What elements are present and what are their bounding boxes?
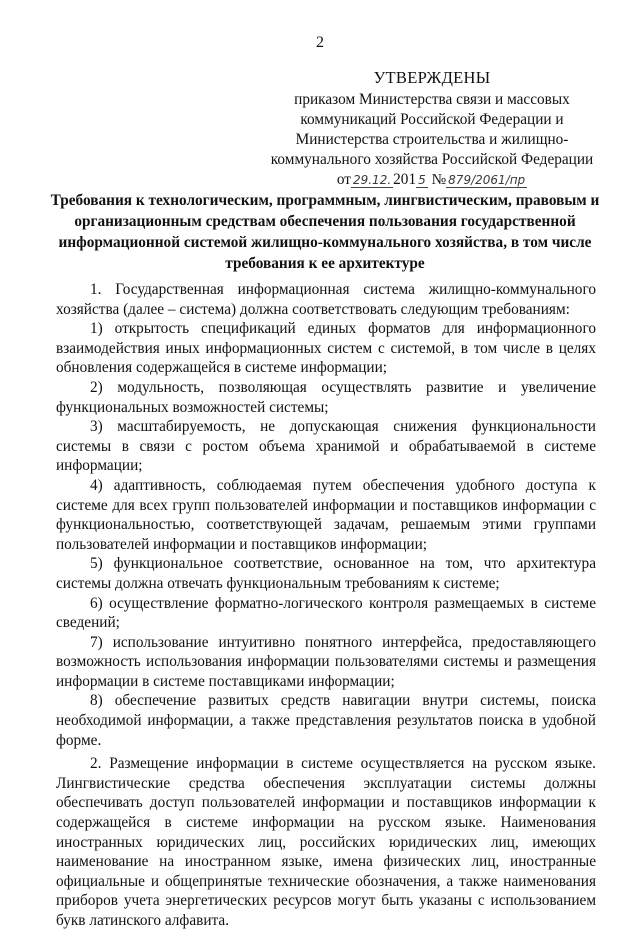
approval-date-line: [262, 170, 602, 190]
handwritten-year: 5: [418, 173, 426, 187]
document-body: [56, 280, 596, 931]
document-title: Требования к технологическим, программным, лингвистическим, правовым и организационным средствам обеспечения пользования государственной информационной системой жилищно-коммунального хозяйства, в том числе требования к ее архитектуре: [50, 192, 600, 272]
page-number: 2: [316, 34, 324, 51]
number-prefix: №: [431, 171, 447, 188]
approval-line: приказом Министерства связи и массовых: [294, 91, 570, 108]
approval-heading: УТВЕРЖДЕНЫ: [373, 68, 491, 87]
approval-line: коммунального хозяйства Российской Федерации: [270, 151, 594, 168]
list-item: 6) осуществление форматно-логического контроля размещаемых в системе сведений;: [56, 594, 596, 632]
list-item: 4) адаптивность, соблюдаемая путем обеспечения удобного доступа к системе для всех групп пользователей информации и поставщиков информации с функциональностью, соответствующей задачам, решаемым этими группами пользователей информации и поставщиков информации;: [56, 476, 596, 553]
list-item: 8) обеспечение развитых средств навигации внутри системы, поиска необходимой информации, а также представления результатов поиска в удобной форме.: [56, 692, 596, 749]
paragraph: 2. Размещение информации в системе осуществляется на русском языке. Лингвистические средства обеспечения эксплуатации системы должны обеспечивать доступ пользователей информации и поставщиков информации к содержащейся в системе информации на русском языке. Наименования иностранных юридических лиц, российских юридических лиц, имеющих наименование на иностранном языке, имена физических лиц, иностранные официальные и общепринятые технические обозначения, а также наименования приборов учета энергетических ресурсов могут быть указаны с использованием букв латинского алфавита.: [56, 755, 596, 929]
handwritten-order-number: 879/2061/пр: [448, 173, 526, 187]
list-item: 5) функциональное соответствие, основанное на том, что архитектура системы должна отвечать функциональным требованиям к системе;: [56, 555, 596, 592]
date-prefix: от: [336, 171, 351, 188]
list-item: 1) открытость спецификаций единых форматов для информационного взаимодействия иных информационных систем с системой, в том числе в целях обновления содержащейся в системе информации;: [56, 320, 596, 377]
list-item: 2) модульность, позволяющая осуществлять развитие и увеличение функциональных возможностей системы;: [56, 378, 596, 416]
list-item: 7) использование интуитивно понятного интерфейса, предоставляющего возможность использования информации пользователями системы и размещения информации в системе поставщиками информации;: [56, 633, 596, 690]
list-item: 3) масштабируемость, не допускающая снижения функциональности системы в связи с ростом объема хранимой и обрабатываемой в системе информации;: [56, 418, 596, 475]
year-printed: 201: [393, 171, 417, 188]
handwritten-date: 29.12.: [352, 173, 392, 187]
paragraph: 1. Государственная информационная система жилищно-коммунального хозяйства (далее – система) должна соответствовать следующим требованиям:: [56, 281, 596, 318]
approval-stamp: [262, 68, 602, 190]
approval-line: Министерства строительства и жилищно-: [295, 131, 569, 148]
approval-line: коммуникаций Российской Федерации и: [300, 111, 564, 128]
